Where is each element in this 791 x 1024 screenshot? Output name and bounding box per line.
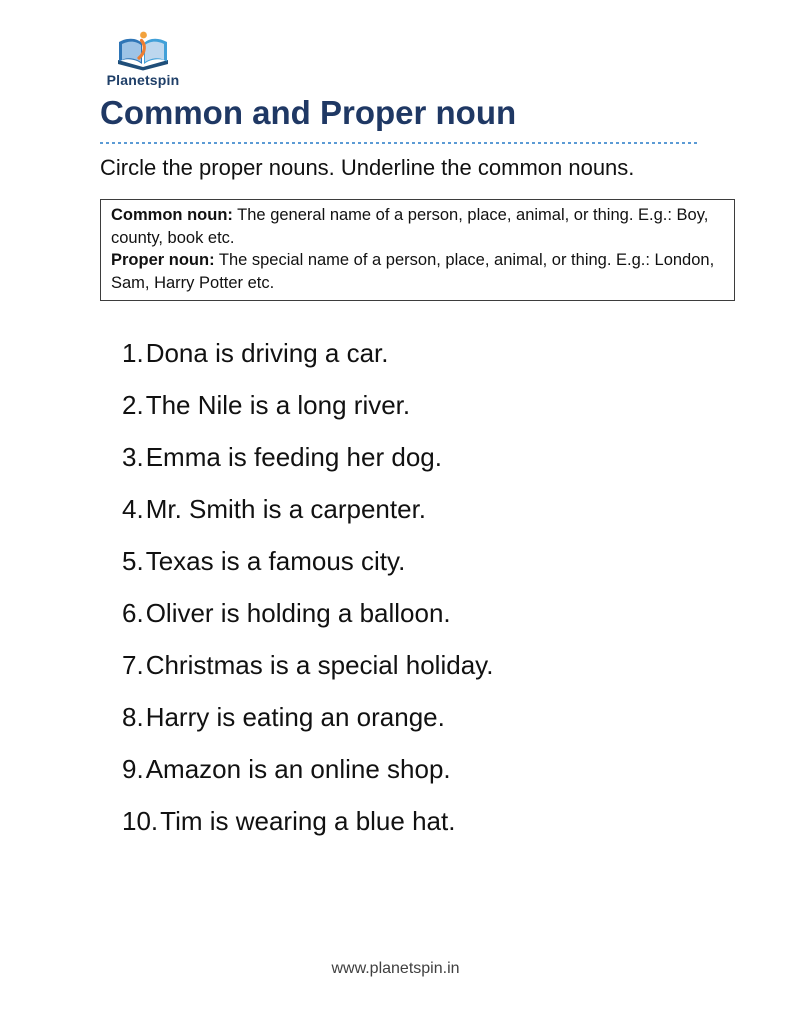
sentence-item-3 <box>122 442 682 473</box>
instruction-text: Circle the proper nouns. Underline the common nouns. <box>100 155 635 180</box>
sentence-item-4 <box>122 494 682 525</box>
sentence-item-9 <box>122 754 682 785</box>
definition-text: The general name of a person, place, animal, or thing. E.g.: Boy, county, book etc. <box>111 206 709 247</box>
sentence-text: Harry is eating an orange. <box>145 702 445 732</box>
sentence-text: Texas is a famous city. <box>145 546 406 576</box>
definition-box <box>100 199 735 301</box>
sentence-text: Oliver is holding a balloon. <box>145 598 451 628</box>
sentence-number: 6. <box>122 598 144 628</box>
sentence-text: Mr. Smith is a carpenter. <box>145 494 427 524</box>
sentence-item-8 <box>122 702 682 733</box>
definition-text: The special name of a person, place, animal, or thing. E.g.: London, Sam, Harry Potter etc. <box>111 251 715 292</box>
sentence-text: Tim is wearing a blue hat. <box>160 806 456 836</box>
sentence-item-10 <box>122 806 682 837</box>
sentence-text: Amazon is an online shop. <box>145 754 451 784</box>
logo <box>98 30 188 88</box>
sentence-item-6 <box>122 598 682 629</box>
logo-brand-text: Planetspin <box>106 72 180 88</box>
definition-term: Common noun: <box>111 206 233 224</box>
definition-proper-noun <box>111 249 724 294</box>
sentence-text: Christmas is a special holiday. <box>145 650 494 680</box>
sentence-item-7 <box>122 650 682 681</box>
planetspin-logo-icon <box>114 30 172 71</box>
sentence-number: 1. <box>122 338 144 368</box>
dotted-divider <box>100 142 700 144</box>
sentence-number: 3. <box>122 442 144 472</box>
sentence-text: Emma is feeding her dog. <box>145 442 442 472</box>
sentence-item-1 <box>122 338 682 369</box>
sentence-item-5 <box>122 546 682 577</box>
sentence-number: 2. <box>122 390 144 420</box>
sentence-list <box>122 338 682 858</box>
page-title: Common and Proper noun <box>100 94 517 131</box>
sentence-number: 8. <box>122 702 144 732</box>
footer-url: www.planetspin.in <box>331 960 460 977</box>
sentence-number: 10. <box>122 806 159 836</box>
sentence-number: 4. <box>122 494 144 524</box>
sentence-item-2 <box>122 390 682 421</box>
sentence-number: 9. <box>122 754 144 784</box>
sentence-number: 7. <box>122 650 144 680</box>
definition-common-noun <box>111 204 724 249</box>
definition-term: Proper noun: <box>111 251 215 270</box>
sentence-number: 5. <box>122 546 144 576</box>
sentence-text: Dona is driving a car. <box>145 338 389 368</box>
sentence-text: The Nile is a long river. <box>145 390 411 420</box>
